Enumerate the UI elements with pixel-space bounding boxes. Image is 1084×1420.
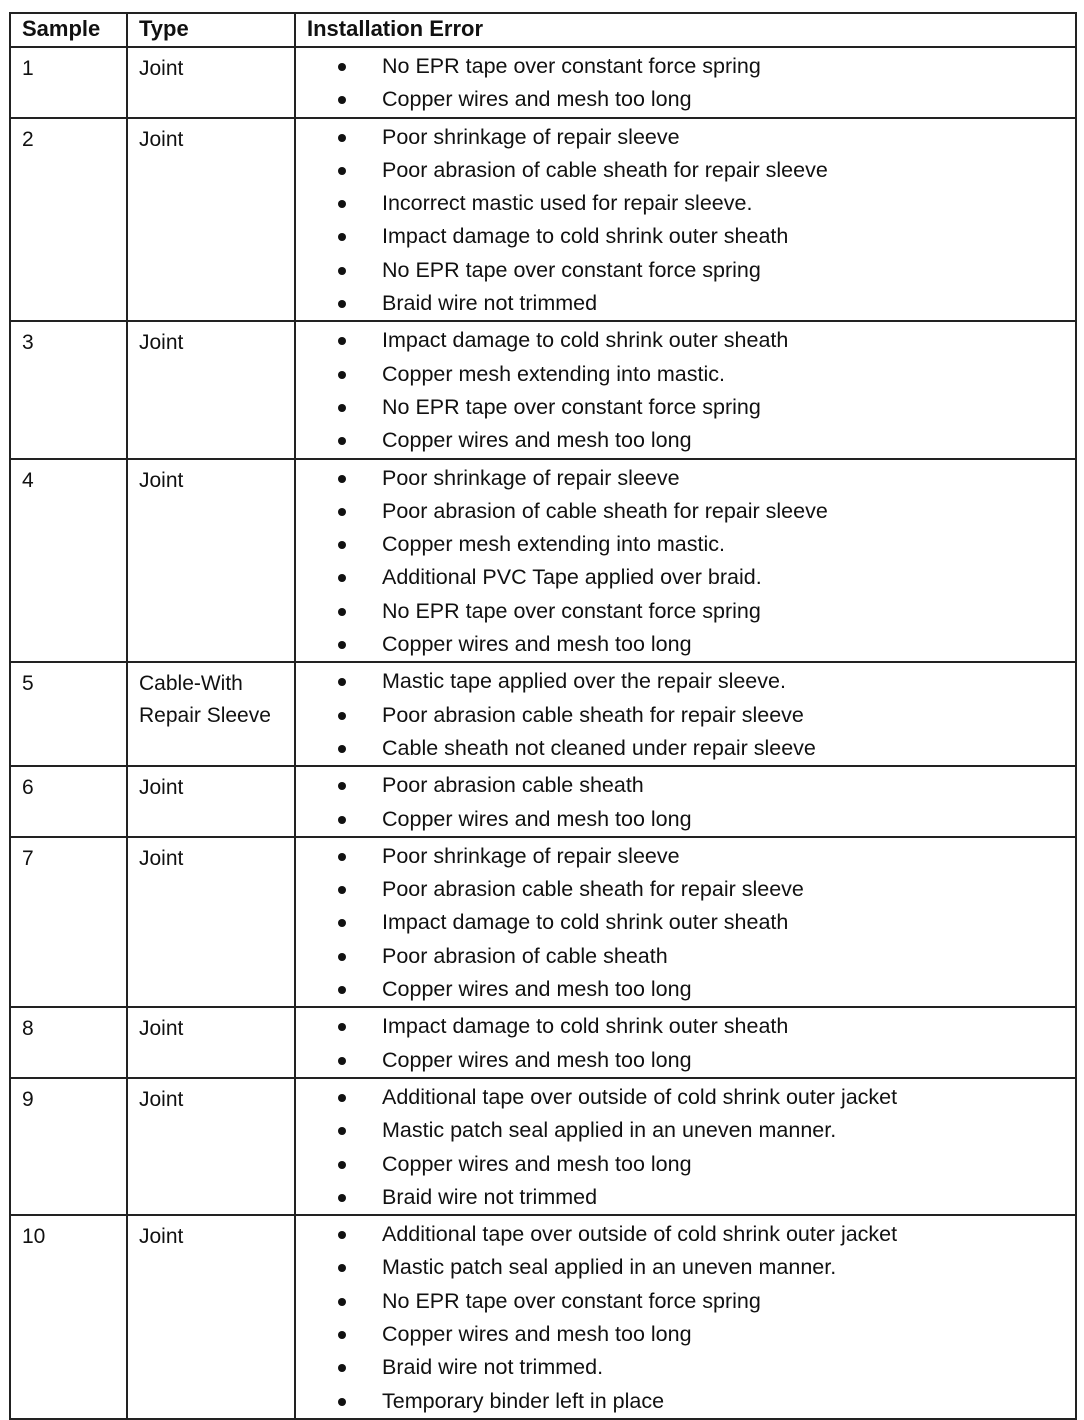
installation-error-text: Copper mesh extending into mastic.	[382, 532, 725, 557]
bullet-icon	[338, 300, 346, 308]
installation-error-text: Copper wires and mesh too long	[382, 806, 692, 831]
installation-error-list-cell	[295, 118, 1076, 322]
list-item	[296, 1218, 1075, 1251]
list-item	[296, 1351, 1075, 1384]
bullet-icon	[338, 167, 346, 175]
bullet-icon	[338, 1194, 346, 1202]
sample-number: 8	[10, 1007, 127, 1078]
installation-error-text: Incorrect mastic used for repair sleeve.	[382, 191, 753, 216]
bullet-icon	[338, 782, 346, 790]
bullet-icon	[338, 712, 346, 720]
list-item	[296, 528, 1075, 561]
list-item	[296, 495, 1075, 528]
sample-type	[127, 1215, 295, 1419]
installation-error-list	[296, 769, 1075, 836]
list-item	[296, 628, 1075, 661]
list-item	[296, 50, 1075, 83]
installation-error-text: No EPR tape over constant force spring	[382, 394, 761, 419]
sample-number: 5	[10, 662, 127, 766]
sample-type-line: Cable-With	[139, 672, 243, 696]
bullet-icon	[338, 678, 346, 686]
list-item	[296, 732, 1075, 765]
table-row	[10, 1007, 1076, 1078]
installation-error-text: Poor abrasion of cable sheath	[382, 943, 668, 968]
list-item	[296, 287, 1075, 320]
list-item	[296, 940, 1075, 973]
sample-number: 2	[10, 118, 127, 322]
sample-type-line: Joint	[139, 846, 184, 870]
installation-error-text: No EPR tape over constant force spring	[382, 257, 761, 282]
list-item	[296, 391, 1075, 424]
list-item	[296, 254, 1075, 287]
installation-error-list	[296, 1218, 1075, 1418]
sample-type-line: Joint	[139, 331, 184, 355]
installation-error-text: No EPR tape over constant force spring	[382, 598, 761, 623]
list-item	[296, 973, 1075, 1006]
bullet-icon	[338, 1298, 346, 1306]
list-item	[296, 769, 1075, 802]
list-item	[296, 324, 1075, 357]
installation-error-list-cell	[295, 1078, 1076, 1215]
bullet-icon	[338, 608, 346, 616]
installation-error-text: Braid wire not trimmed	[382, 291, 598, 316]
installation-error-list	[296, 324, 1075, 457]
installation-error-text: Poor shrinkage of repair sleeve	[382, 465, 680, 490]
bullet-icon	[338, 63, 346, 71]
installation-error-list	[296, 121, 1075, 321]
sample-type	[127, 766, 295, 837]
installation-error-text: Mastic patch seal applied in an uneven manner.	[382, 1118, 837, 1143]
list-item	[296, 1044, 1075, 1077]
installation-error-text: Copper wires and mesh too long	[382, 1321, 692, 1346]
installation-error-text: Poor abrasion cable sheath	[382, 773, 644, 798]
list-item	[296, 906, 1075, 939]
bullet-icon	[338, 337, 346, 345]
bullet-icon	[338, 816, 346, 824]
installation-error-text: Poor abrasion of cable sheath for repair sleeve	[382, 157, 828, 182]
bullet-icon	[338, 96, 346, 104]
table-row	[10, 321, 1076, 458]
bullet-icon	[338, 404, 346, 412]
sample-type-line: Joint	[139, 1225, 184, 1249]
installation-error-text: No EPR tape over constant force spring	[382, 54, 761, 78]
bullet-icon	[338, 1057, 346, 1065]
table-row	[10, 837, 1076, 1007]
table-row	[10, 459, 1076, 663]
installation-error-text: Additional tape over outside of cold shrink outer jacket	[382, 1084, 898, 1109]
installation-error-text: Copper wires and mesh too long	[382, 977, 692, 1002]
bullet-icon	[338, 1264, 346, 1272]
installation-error-list	[296, 840, 1075, 1006]
list-item	[296, 1181, 1075, 1214]
bullet-icon	[338, 745, 346, 753]
list-item	[296, 1081, 1075, 1114]
sample-type-line: Joint	[139, 57, 184, 80]
installation-error-text: Copper wires and mesh too long	[382, 1151, 692, 1176]
list-item	[296, 1285, 1075, 1318]
bullet-icon	[338, 541, 346, 549]
installation-error-list-cell	[295, 321, 1076, 458]
bullet-icon	[338, 919, 346, 927]
installation-error-text: Cable sheath not cleaned under repair sleeve	[382, 735, 816, 760]
header-sample: Sample	[10, 13, 127, 47]
header-type: Type	[127, 13, 295, 47]
installation-error-text: Copper mesh extending into mastic.	[382, 361, 725, 386]
header-row	[10, 13, 1076, 47]
installation-error-text: Temporary binder left in place	[382, 1388, 665, 1413]
bullet-icon	[338, 267, 346, 275]
installation-error-text: Copper wires and mesh too long	[382, 87, 692, 112]
installation-error-list-cell	[295, 662, 1076, 766]
bullet-icon	[338, 1094, 346, 1102]
installation-error-text: Braid wire not trimmed	[382, 1184, 598, 1209]
bullet-icon	[338, 641, 346, 649]
sample-number: 1	[10, 47, 127, 118]
sample-type	[127, 47, 295, 118]
sample-type-line: Joint	[139, 776, 184, 800]
installation-error-list	[296, 50, 1075, 117]
installation-error-text: Impact damage to cold shrink outer sheath	[382, 224, 789, 249]
list-item	[296, 1385, 1075, 1418]
sample-type	[127, 118, 295, 322]
installation-error-list	[296, 1010, 1075, 1077]
bullet-icon	[338, 1331, 346, 1339]
list-item	[296, 665, 1075, 698]
installation-error-list-cell	[295, 459, 1076, 663]
list-item	[296, 424, 1075, 457]
bullet-icon	[338, 986, 346, 994]
bullet-icon	[338, 437, 346, 445]
installation-error-table	[9, 12, 1077, 1420]
bullet-icon	[338, 953, 346, 961]
installation-error-text: Copper wires and mesh too long	[382, 428, 692, 453]
bullet-icon	[338, 853, 346, 861]
installation-error-list	[296, 462, 1075, 662]
installation-error-list	[296, 665, 1075, 765]
sample-type	[127, 837, 295, 1007]
table-row	[10, 766, 1076, 837]
bullet-icon	[338, 233, 346, 241]
sample-type-line: Joint	[139, 127, 184, 151]
bullet-icon	[338, 1161, 346, 1169]
bullet-icon	[338, 1231, 346, 1239]
sample-type-line: Repair Sleeve	[139, 704, 271, 728]
sample-number: 3	[10, 321, 127, 458]
sample-type	[127, 459, 295, 663]
bullet-icon	[338, 574, 346, 582]
table-row	[10, 1215, 1076, 1419]
list-item	[296, 873, 1075, 906]
list-item	[296, 462, 1075, 495]
bullet-icon	[338, 1364, 346, 1372]
installation-error-text: Copper wires and mesh too long	[382, 1047, 692, 1072]
installation-error-list-cell	[295, 837, 1076, 1007]
list-item	[296, 220, 1075, 253]
sample-number: 4	[10, 459, 127, 663]
table-row	[10, 118, 1076, 322]
bullet-icon	[338, 886, 346, 894]
bullet-icon	[338, 1398, 346, 1406]
list-item	[296, 154, 1075, 187]
installation-error-text: Impact damage to cold shrink outer sheath	[382, 1014, 789, 1039]
table-row	[10, 1078, 1076, 1215]
installation-error-text: Copper wires and mesh too long	[382, 632, 692, 657]
installation-error-text: Additional tape over outside of cold shrink outer jacket	[382, 1222, 898, 1247]
header-installation-error: Installation Error	[295, 13, 1076, 47]
list-item	[296, 1114, 1075, 1147]
installation-error-text: Braid wire not trimmed.	[382, 1355, 604, 1380]
installation-error-text: Additional PVC Tape applied over braid.	[382, 565, 762, 590]
list-item	[296, 1251, 1075, 1284]
bullet-icon	[338, 1127, 346, 1135]
installation-error-list-cell	[295, 47, 1076, 118]
installation-error-list	[296, 1081, 1075, 1214]
bullet-icon	[338, 1023, 346, 1031]
sample-type	[127, 1078, 295, 1215]
sample-type	[127, 662, 295, 766]
installation-error-list-cell	[295, 766, 1076, 837]
sample-type-line: Joint	[139, 1087, 184, 1111]
sample-type	[127, 1007, 295, 1078]
list-item	[296, 699, 1075, 732]
list-item	[296, 1010, 1075, 1043]
installation-error-list-cell	[295, 1215, 1076, 1419]
bullet-icon	[338, 371, 346, 379]
installation-error-text: Poor shrinkage of repair sleeve	[382, 843, 680, 868]
installation-error-list-cell	[295, 1007, 1076, 1078]
installation-error-text: Poor abrasion cable sheath for repair sleeve	[382, 877, 804, 902]
installation-error-text: Impact damage to cold shrink outer sheath	[382, 910, 789, 935]
list-item	[296, 595, 1075, 628]
installation-error-text: Poor abrasion cable sheath for repair sleeve	[382, 702, 804, 727]
list-item	[296, 1318, 1075, 1351]
list-item	[296, 840, 1075, 873]
bullet-icon	[338, 134, 346, 142]
sample-type-line: Joint	[139, 1017, 184, 1041]
list-item	[296, 187, 1075, 220]
sample-type-line: Joint	[139, 468, 184, 492]
sample-number: 6	[10, 766, 127, 837]
sample-number: 7	[10, 837, 127, 1007]
installation-error-text: Poor abrasion of cable sheath for repair sleeve	[382, 498, 828, 523]
sample-number: 9	[10, 1078, 127, 1215]
installation-error-text: No EPR tape over constant force spring	[382, 1288, 761, 1313]
list-item	[296, 121, 1075, 154]
installation-error-text: Impact damage to cold shrink outer sheath	[382, 328, 789, 353]
installation-error-text: Mastic patch seal applied in an uneven manner.	[382, 1255, 837, 1280]
list-item	[296, 358, 1075, 391]
bullet-icon	[338, 200, 346, 208]
sample-number: 10	[10, 1215, 127, 1419]
table-row	[10, 47, 1076, 118]
list-item	[296, 561, 1075, 594]
installation-error-text: Mastic tape applied over the repair sleeve.	[382, 669, 786, 694]
table-row	[10, 662, 1076, 766]
installation-error-text: Poor shrinkage of repair sleeve	[382, 124, 680, 149]
bullet-icon	[338, 475, 346, 483]
list-item	[296, 1148, 1075, 1181]
sample-type	[127, 321, 295, 458]
list-item	[296, 83, 1075, 116]
bullet-icon	[338, 508, 346, 516]
list-item	[296, 803, 1075, 836]
